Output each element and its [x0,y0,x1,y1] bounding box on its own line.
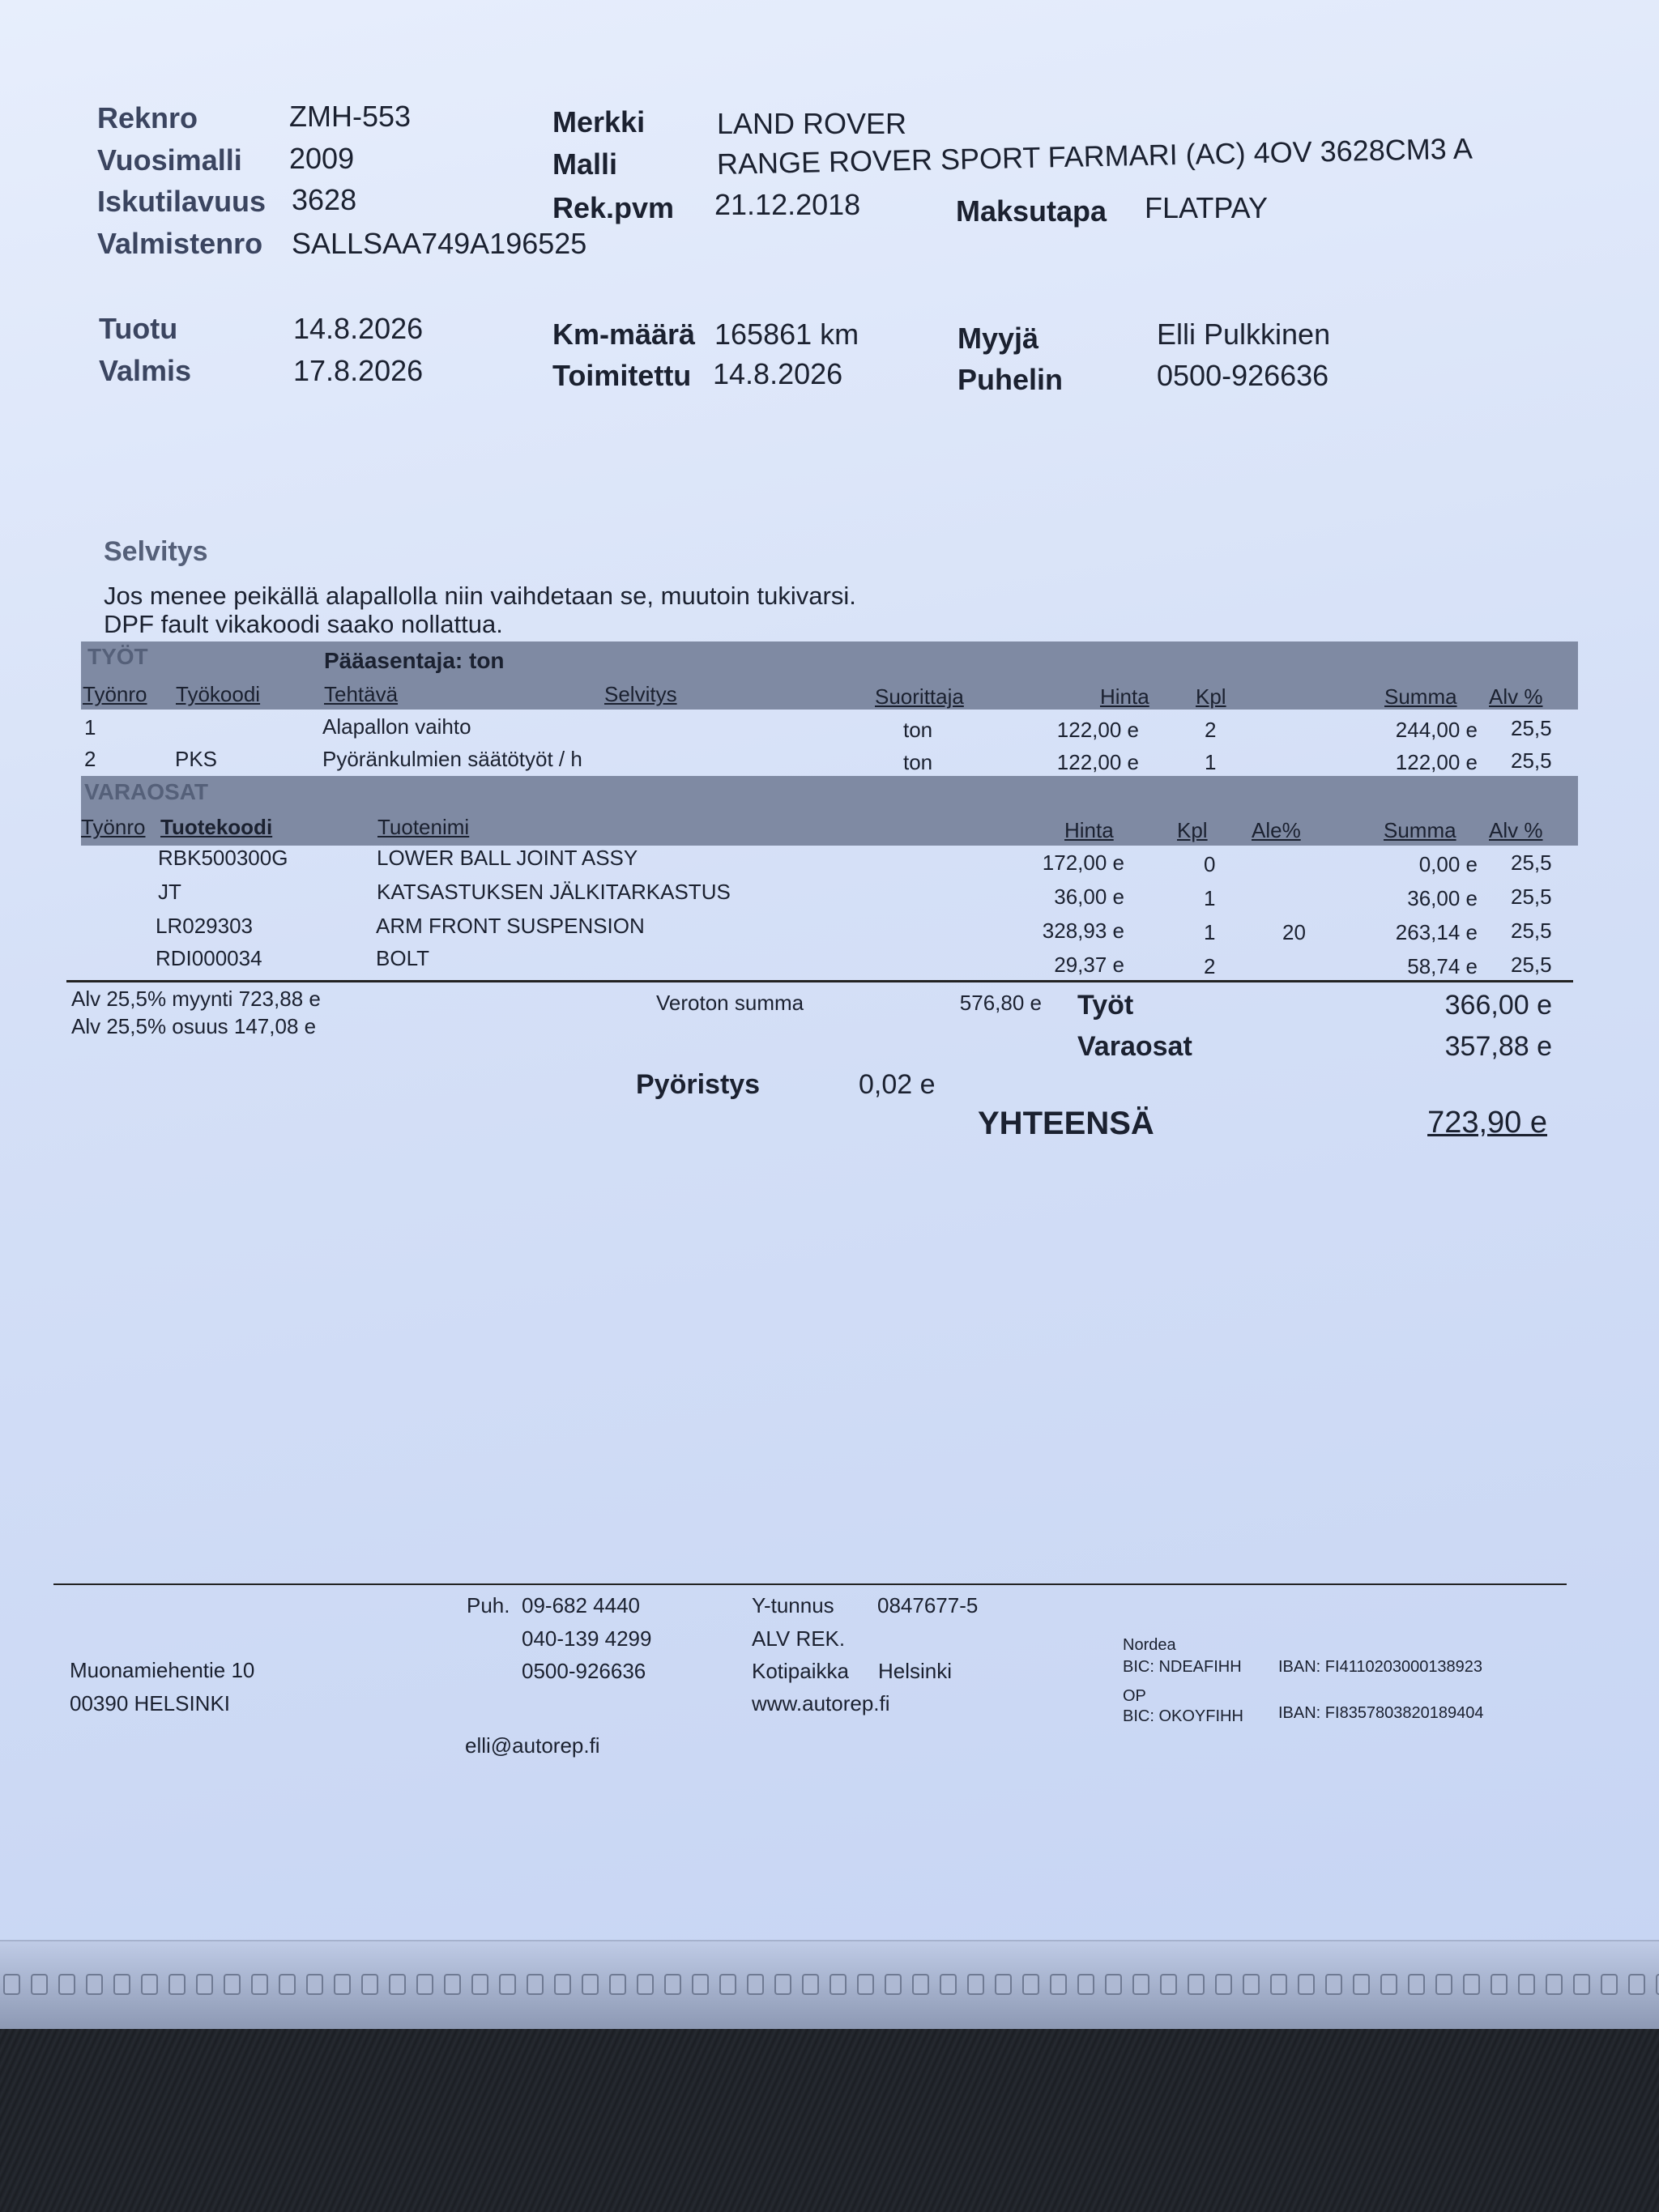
varaosat-total-value: 357,88 e [1444,1031,1552,1062]
sleeve-hole [1408,1974,1425,1995]
pyoristys-value: 0,02 e [859,1069,936,1100]
tyot-row-2-hinta: 122,00 e [1056,750,1139,774]
tuotu-label: Tuotu [99,312,178,345]
footer-bic-2: BIC: OKOYFIHH [1123,1707,1243,1725]
reknro-label: Reknro [97,101,198,134]
sleeve-hole [416,1974,433,1995]
sleeve-hole [1050,1974,1067,1995]
alv-myynti: Alv 25,5% myynti 723,88 e [71,987,321,1011]
sleeve-hole [857,1974,874,1995]
sleeve-hole [471,1974,488,1995]
varaosat-col-hinta: Hinta [1064,818,1114,842]
sleeve-hole [527,1974,544,1995]
varaosat-row-1-kpl: 0 [1204,852,1216,876]
sleeve-hole [995,1974,1012,1995]
sleeve-hole [912,1974,929,1995]
veroton-label: Veroton summa [656,991,804,1015]
varaosat-row-4-koodi: RDI000034 [156,946,262,970]
varaosat-row-4-alv: 25,5 [1511,953,1552,977]
merkki-label: Merkki [552,105,646,139]
footer-ytunnus-label: Y-tunnus [752,1593,834,1617]
toimitettu-label: Toimitettu [552,359,692,392]
footer-bank-1: Nordea [1123,1636,1176,1654]
tyot-total-label: Työt [1077,990,1134,1021]
varaosat-col-ale: Ale% [1252,818,1301,842]
sleeve-hole [1380,1974,1397,1995]
sleeve-hole [967,1974,984,1995]
varaosat-row-1-koodi: RBK500300G [158,846,288,870]
varaosat-total-label: Varaosat [1077,1031,1192,1062]
valmistenro-label: Valmistenro [97,227,263,260]
sleeve-hole [306,1974,323,1995]
varaosat-row-4-hinta: 29,37 e [1054,953,1124,977]
varaosat-section-title: VARAOSAT [84,779,208,804]
pyoristys-label: Pyöristys [636,1069,761,1100]
varaosat-row-3-ale: 20 [1282,920,1306,944]
selvitys-title: Selvitys [104,536,208,567]
sleeve-hole [389,1974,406,1995]
varaosat-row-4-summa: 58,74 e [1407,954,1478,978]
tyot-row-1-summa: 244,00 e [1395,718,1478,742]
varaosat-row-2-hinta: 36,00 e [1054,884,1124,909]
footer-puh-label: Puh. [467,1593,510,1617]
tuotu-value: 14.8.2026 [293,312,424,345]
footer-bank-2: OP [1123,1687,1146,1705]
footer-bic-1: BIC: NDEAFIHH [1123,1658,1242,1676]
plastic-sleeve [0,1940,1659,2031]
tyot-col-selvitys: Selvitys [604,682,677,706]
sleeve-hole [1188,1974,1205,1995]
alv-osuus: Alv 25,5% osuus 147,08 e [71,1014,317,1038]
maksutapa-label: Maksutapa [956,194,1107,228]
sleeve-hole [279,1974,296,1995]
varaosat-row-1-summa: 0,00 e [1418,852,1478,876]
sleeve-hole [719,1974,736,1995]
malli-label: Malli [552,147,618,181]
sleeve-hole [1325,1974,1342,1995]
km-value: 165861 km [714,318,859,351]
varaosat-col-kpl: Kpl [1177,818,1208,842]
tyot-row-2-nro: 2 [84,747,96,771]
varaosat-row-3-nimi: ARM FRONT SUSPENSION [376,914,645,938]
sleeve-hole [499,1974,516,1995]
varaosat-row-3-koodi: LR029303 [156,914,253,938]
rekpvm-label: Rek.pvm [552,191,675,224]
valmistenro-value: SALLSAA749A196525 [292,227,587,260]
tyot-header-band [81,641,1578,710]
tyot-col-tyonro: Työnro [83,682,147,706]
varaosat-row-4-nimi: BOLT [376,946,429,970]
sleeve-hole [1573,1974,1590,1995]
sleeve-hole [637,1974,654,1995]
tyot-col-tyokoodi: Työkoodi [176,682,261,706]
sleeve-hole [554,1974,571,1995]
sleeve-hole [830,1974,847,1995]
tyot-col-tehtava: Tehtävä [324,682,399,706]
selvitys-line-2: DPF fault vikakoodi saako nollattua. [104,610,503,638]
valmis-value: 17.8.2026 [293,354,424,387]
sleeve-hole [3,1974,20,1995]
varaosat-row-1-hinta: 172,00 e [1042,850,1124,875]
varaosat-col-tyonro: Työnro [81,815,146,839]
sleeve-hole [1353,1974,1370,1995]
sleeve-hole [1656,1974,1659,1995]
tyot-row-2-summa: 122,00 e [1395,750,1478,774]
footer-address-1: Muonamiehentie 10 [70,1658,255,1682]
sleeve-hole [444,1974,461,1995]
footer-phone-1: 09-682 4440 [522,1593,641,1617]
sleeve-hole [1132,1974,1149,1995]
maksutapa-value: FLATPAY [1145,191,1269,224]
varaosat-row-2-alv: 25,5 [1511,884,1552,909]
sleeve-hole [885,1974,902,1995]
footer-address-2: 00390 HELSINKI [70,1691,231,1715]
sleeve-hole [141,1974,158,1995]
sleeve-hole [1215,1974,1232,1995]
sleeve-hole [31,1974,48,1995]
tyot-col-kpl: Kpl [1196,684,1226,709]
tyot-row-2-alv: 25,5 [1511,748,1552,773]
varaosat-col-alv: Alv % [1489,818,1543,842]
sleeve-hole [1491,1974,1508,1995]
yhteensa-value: 723,90 e [1427,1106,1547,1140]
varaosat-row-4-kpl: 2 [1204,954,1216,978]
veroton-value: 576,80 e [959,991,1042,1015]
varaosat-row-3-kpl: 1 [1204,920,1216,944]
footer-kotipaikka-value: Helsinki [878,1659,953,1683]
sleeve-hole [86,1974,103,1995]
varaosat-row-2-kpl: 1 [1204,886,1216,910]
varaosat-row-3-alv: 25,5 [1511,918,1552,943]
yhteensa-label: YHTEENSÄ [978,1106,1154,1141]
paaasentaja: Pääasentaja: ton [324,648,505,673]
toimitettu-value: 14.8.2026 [713,357,843,390]
footer-ytunnus-value: 0847677-5 [877,1593,979,1617]
sleeve-hole [1270,1974,1287,1995]
sleeve-hole [692,1974,709,1995]
sleeve-hole [224,1974,241,1995]
sleeve-hole [802,1974,819,1995]
sleeve-hole [609,1974,626,1995]
sleeve-hole [1077,1974,1094,1995]
puhelin-value: 0500-926636 [1157,359,1329,392]
sleeve-hole [1518,1974,1535,1995]
sleeve-hole [1435,1974,1452,1995]
tyot-section-title: TYÖT [87,644,148,669]
sleeve-hole [582,1974,599,1995]
km-label: Km-määrä [552,318,696,351]
varaosat-col-summa: Summa [1384,818,1456,842]
sleeve-hole [196,1974,213,1995]
sleeve-hole [168,1974,186,1995]
tyot-row-1-kpl: 2 [1205,718,1217,742]
varaosat-col-tuotekoodi: Tuotekoodi [160,815,273,839]
tyot-row-2-kpl: 1 [1205,750,1217,774]
sleeve-hole [1546,1974,1563,1995]
sleeve-hole [251,1974,268,1995]
footer-phone-2: 040-139 4299 [522,1626,652,1651]
tyot-row-1-nro: 1 [84,715,96,739]
tyot-row-2-koodi: PKS [175,747,218,771]
totals-divider [66,980,1573,982]
myyja-value: Elli Pulkkinen [1157,318,1331,351]
vuosimalli-value: 2009 [289,142,355,175]
sleeve-hole [1298,1974,1315,1995]
sleeve-hole [1022,1974,1039,1995]
footer-iban-2: IBAN: FI8357803820189404 [1278,1704,1484,1722]
tyot-total-value: 366,00 e [1444,990,1552,1021]
tyot-row-1-alv: 25,5 [1511,716,1552,740]
tyot-col-alv: Alv % [1489,684,1543,709]
valmis-label: Valmis [99,354,192,387]
reknro-value: ZMH-553 [289,100,412,133]
varaosat-row-1-nimi: LOWER BALL JOINT ASSY [377,846,638,870]
puhelin-label: Puhelin [957,363,1064,396]
vuosimalli-label: Vuosimalli [97,143,242,177]
varaosat-row-3-summa: 263,14 e [1395,920,1478,944]
sleeve-hole [1628,1974,1645,1995]
background-fabric [0,2029,1659,2212]
sleeve-hole [334,1974,351,1995]
sleeve-hole [1243,1974,1260,1995]
tyot-col-hinta: Hinta [1100,684,1149,709]
footer-email[interactable]: elli@autorep.fi [465,1733,600,1758]
footer-iban-1: IBAN: FI4110203000138923 [1278,1658,1483,1676]
sleeve-hole [58,1974,75,1995]
selvitys-line-1: Jos menee peikällä alapallolla niin vaihdetaan se, muutoin tukivarsi. [104,582,856,610]
tyot-col-summa: Summa [1384,684,1457,709]
merkki-value: LAND ROVER [717,107,907,140]
sleeve-hole [1463,1974,1480,1995]
tyot-col-suorittaja: Suorittaja [875,684,964,709]
tyot-row-1-tehtava: Alapallon vaihto [322,714,471,739]
malli-value: RANGE ROVER SPORT FARMARI (AC) 4OV 3628CM3 A [716,131,1473,181]
myyja-label: Myyjä [957,322,1039,355]
varaosat-row-2-nimi: KATSASTUKSEN JÄLKITARKASTUS [377,880,731,904]
sleeve-hole [747,1974,764,1995]
footer-alvrek: ALV REK. [752,1626,846,1651]
sleeve-hole [361,1974,378,1995]
varaosat-row-2-summa: 36,00 e [1407,886,1478,910]
sleeve-perforation [0,1974,1659,1998]
varaosat-header-band [81,776,1578,846]
tyot-row-2-suorittaja: ton [903,750,933,774]
tyot-row-1-suorittaja: ton [903,718,933,742]
varaosat-row-2-koodi: JT [158,880,181,904]
sleeve-hole [940,1974,957,1995]
tyot-row-1-hinta: 122,00 e [1056,718,1139,742]
sleeve-hole [1601,1974,1618,1995]
tyot-row-2-tehtava: Pyöränkulmien säätötyöt / h [322,747,582,771]
varaosat-row-3-hinta: 328,93 e [1042,918,1124,943]
footer-divider [53,1583,1567,1585]
footer-kotipaikka-label: Kotipaikka [752,1659,849,1683]
sleeve-hole [774,1974,791,1995]
varaosat-col-tuotenimi: Tuotenimi [377,815,470,839]
footer-www[interactable]: www.autorep.fi [752,1691,890,1715]
sleeve-hole [113,1974,130,1995]
iskutilavuus-label: Iskutilavuus [97,185,267,218]
rekpvm-value: 21.12.2018 [714,188,861,221]
iskutilavuus-value: 3628 [292,183,357,216]
footer-phone-3: 0500-926636 [522,1659,646,1683]
sleeve-hole [664,1974,681,1995]
sleeve-hole [1105,1974,1122,1995]
varaosat-row-1-alv: 25,5 [1511,850,1552,875]
sleeve-hole [1160,1974,1177,1995]
